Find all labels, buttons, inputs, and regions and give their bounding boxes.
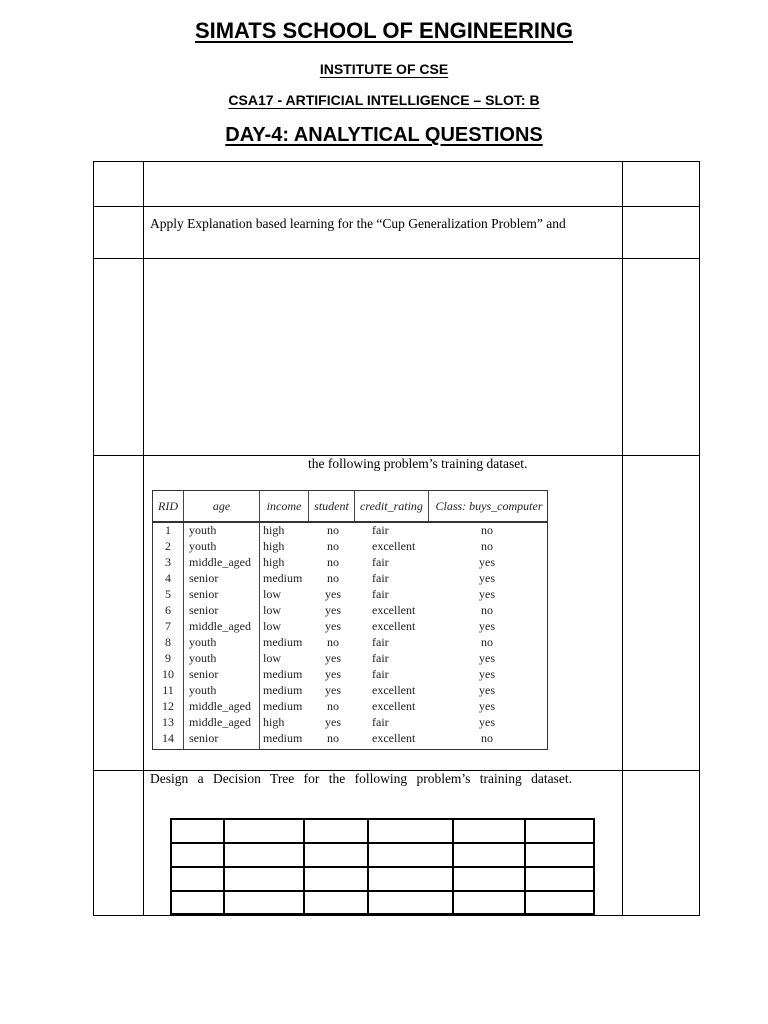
- dataset-cell: yes: [325, 587, 341, 601]
- dataset-cell: fair: [372, 651, 389, 665]
- dataset-cell: fair: [372, 571, 389, 585]
- dataset-cell: no: [327, 555, 339, 569]
- institute-name: INSTITUTE OF CSE: [319, 61, 449, 77]
- dataset-cell: yes: [325, 603, 341, 617]
- dataset-cell: high: [263, 555, 285, 569]
- dataset-cell: 5: [165, 587, 171, 601]
- dataset-cell: yes: [479, 667, 495, 681]
- dataset-cell: middle_aged: [189, 699, 251, 713]
- dataset-cell: middle_aged: [189, 619, 251, 633]
- dataset-cell: 14: [162, 731, 174, 745]
- dataset-cell: yes: [479, 619, 495, 633]
- dataset-cell: fair: [372, 667, 389, 681]
- dataset-cell: medium: [263, 667, 303, 681]
- course-line: CSA17 - ARTIFICIAL INTELLIGENCE – SLOT: B: [228, 92, 540, 108]
- dataset-cell: excellent: [372, 731, 416, 745]
- dataset-cell: senior: [189, 731, 219, 745]
- dataset-cell: 8: [165, 635, 171, 649]
- school-name: SIMATS SCHOOL OF ENGINEERING: [194, 18, 574, 43]
- dataset-cell: fair: [372, 555, 389, 569]
- column-header-rid: RID: [158, 499, 178, 513]
- column-header-income: income: [266, 499, 302, 513]
- dataset-cell: yes: [325, 683, 341, 697]
- dataset-cell: 3: [165, 555, 171, 569]
- dataset-cell: no: [481, 539, 493, 553]
- dataset-cell: youth: [189, 523, 217, 537]
- question-ebl-cup: Apply Explanation based learning for the “Cup Generalization Problem” and: [150, 216, 566, 231]
- dataset-cell: senior: [189, 667, 219, 681]
- dataset-cell: excellent: [372, 539, 416, 553]
- dataset-cell: no: [327, 539, 339, 553]
- dataset-cell: high: [263, 523, 285, 537]
- answer-grid-table: [170, 818, 595, 915]
- column-header-class: Class: buys_computer: [435, 499, 543, 513]
- dataset-cell: 4: [165, 571, 171, 585]
- dataset-cell: middle_aged: [189, 715, 251, 729]
- dataset-cell: youth: [189, 635, 217, 649]
- dataset-cell: no: [327, 635, 339, 649]
- dataset-cell: yes: [325, 715, 341, 729]
- dataset-cell: low: [263, 603, 281, 617]
- dataset-cell: youth: [189, 539, 217, 553]
- dataset-cell: yes: [479, 715, 495, 729]
- dataset-cell: 7: [165, 619, 171, 633]
- dataset-cell: no: [327, 699, 339, 713]
- column-header-age: age: [212, 499, 231, 513]
- dataset-cell: 12: [162, 699, 174, 713]
- dataset-cell: no: [327, 731, 339, 745]
- page-title: DAY-4: ANALYTICAL QUESTIONS: [225, 124, 543, 146]
- dataset-cell: yes: [325, 651, 341, 665]
- dataset-cell: low: [263, 619, 281, 633]
- dataset-cell: fair: [372, 715, 389, 729]
- dataset-cell: 13: [162, 715, 174, 729]
- dataset-cell: youth: [189, 683, 217, 697]
- dataset-cell: medium: [263, 571, 303, 585]
- training-dataset-table: [152, 490, 548, 750]
- dataset-cell: 11: [162, 683, 174, 697]
- dataset-cell: fair: [372, 587, 389, 601]
- dataset-cell: middle_aged: [189, 555, 251, 569]
- dataset-cell: yes: [479, 651, 495, 665]
- dataset-cell: 9: [165, 651, 171, 665]
- dataset-cell: yes: [325, 667, 341, 681]
- dataset-cell: excellent: [372, 603, 416, 617]
- dataset-cell: yes: [479, 555, 495, 569]
- dataset-cell: 1: [165, 523, 171, 537]
- dataset-cell: low: [263, 651, 281, 665]
- dataset-cell: senior: [189, 571, 219, 585]
- dataset-cell: no: [327, 571, 339, 585]
- dataset-cell: 10: [162, 667, 174, 681]
- dataset-cell: medium: [263, 731, 303, 745]
- dataset-cell: yes: [479, 571, 495, 585]
- dataset-cell: medium: [263, 635, 303, 649]
- dataset-cell: no: [481, 731, 493, 745]
- dataset-cell: yes: [479, 683, 495, 697]
- dataset-cell: excellent: [372, 683, 416, 697]
- dataset-cell: high: [263, 539, 285, 553]
- dataset-cell: medium: [263, 683, 303, 697]
- dataset-cell: excellent: [372, 699, 416, 713]
- dataset-cell: 2: [165, 539, 171, 553]
- dataset-cell: senior: [189, 603, 219, 617]
- question-dataset-line: the following problem’s training dataset.: [308, 456, 528, 471]
- dataset-cell: youth: [189, 651, 217, 665]
- dataset-cell: excellent: [372, 619, 416, 633]
- dataset-cell: no: [481, 603, 493, 617]
- column-header-student: student: [314, 499, 349, 513]
- dataset-cell: high: [263, 715, 285, 729]
- question-decision-tree: Design a Decision Tree for the following problem’s training dataset.: [150, 771, 572, 786]
- dataset-cell: no: [327, 523, 339, 537]
- dataset-cell: no: [481, 523, 493, 537]
- dataset-cell: 6: [165, 603, 171, 617]
- dataset-cell: yes: [325, 619, 341, 633]
- dataset-cell: low: [263, 587, 281, 601]
- dataset-cell: no: [481, 635, 493, 649]
- dataset-cell: yes: [479, 587, 495, 601]
- dataset-cell: medium: [263, 699, 303, 713]
- dataset-cell: fair: [372, 635, 389, 649]
- column-header-credit-rating: credit_rating: [360, 499, 423, 513]
- dataset-cell: yes: [479, 699, 495, 713]
- dataset-cell: fair: [372, 523, 389, 537]
- dataset-cell: senior: [189, 587, 219, 601]
